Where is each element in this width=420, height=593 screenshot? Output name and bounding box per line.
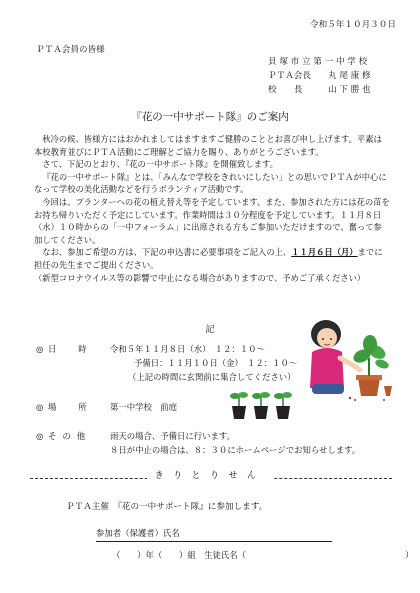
document-date: 令和５年１０月３０日 <box>310 20 396 30</box>
gather-note: （上記の時間に玄関前に集合してください） <box>128 372 296 382</box>
other-value-1: 雨天の場合、予備日に行います。 <box>110 431 235 441</box>
ki-mark: 記 <box>205 325 215 335</box>
sender-principal-role: 校 長 <box>268 85 303 95</box>
seedling-pots-illustration <box>228 388 294 420</box>
apply-statement: ＰＴＡ主催 『花の一中サポート隊』に参加します。 <box>66 502 268 512</box>
student-info-line: （ ）年（ ）組 生徒氏名（ ） <box>112 550 414 560</box>
body-paragraph-2: さて、下記のとおり、『花の一中サポート隊』を開催致します。 <box>42 159 278 170</box>
sender-school: 貝 塚 市 立 第 一 中 学 校 <box>268 57 368 67</box>
place-value: 第一中学校 前庭 <box>110 402 177 412</box>
date-value: 令和５年１１月８日（水） １２：１０～ <box>110 344 265 354</box>
other-value-2: ８日が中止の場合は、８：３０にホームページでお知らせします。 <box>110 445 361 455</box>
body-text <box>34 133 390 284</box>
guardian-name-line[interactable] <box>96 541 332 542</box>
bullet-icon: ◎ <box>36 344 44 354</box>
sender-principal-name: 山 下 勝 也 <box>328 85 371 95</box>
cut-line-label-wrap <box>0 468 420 481</box>
date-label: 日 時 <box>48 344 94 354</box>
sender-pta-role: ＰＴＡ会長 <box>268 71 311 81</box>
closing-text-before: なお、参加ご希望の方は、下記の申込書に必要事項をご記入の上、 <box>42 247 292 258</box>
document-title: 『花の一中サポート隊』のご案内 <box>131 111 289 123</box>
closing-text-after: までに担任の先生までご提出ください。 <box>34 247 383 270</box>
body-paragraph-1: 秋冷の候、皆様方にはおかれましてはますますご健勝のこととお喜び申し上げます。平素は本校教育並びにＰＴＡ活動にご理解とご協力を賜り、ありがとうございます。 <box>34 134 382 157</box>
bullet-icon: ◎ <box>36 402 44 412</box>
place-label: 場 所 <box>48 402 94 412</box>
guardian-name-label: 参加者（保護者）氏名 <box>96 528 180 538</box>
body-paragraph-3: 『花の一中サポート隊』とは、「みんなで学校をきれいにしたい」との思いでＰＴＡが中心になって学校の美化活動などを行うボランティア活動です。 <box>34 171 387 195</box>
cut-line-label: きりとりせん <box>147 471 274 481</box>
deadline-date: １１月６日（月） <box>291 247 358 258</box>
reserve-date: 予備日：１１月１０日（金） １２：１０～ <box>134 358 298 368</box>
other-label: そ の 他 <box>48 431 87 441</box>
bullet-icon: ◎ <box>36 431 44 441</box>
gardener-illustration <box>300 318 392 402</box>
recipient: ＰＴＡ会員の皆様 <box>36 45 105 55</box>
body-paragraph-5 <box>34 246 390 271</box>
sender-pta-name: 丸 尾 康 修 <box>328 71 371 81</box>
cancellation-note: （新型コロナウイルス等の影響で中止になる場合がありますので、予めご了承ください） <box>34 272 366 283</box>
body-paragraph-4: 今回は、プランターへの花の植え替え等を予定しています。また、参加された方には花の苗をお持ち帰りいただく予定にしています。作業時間は３０分程度を予定しています。１１月８日（水）１０時からの「一中フォーラム」に出席される方もご参加いただけますので、奮って参加してください。 <box>34 196 390 245</box>
